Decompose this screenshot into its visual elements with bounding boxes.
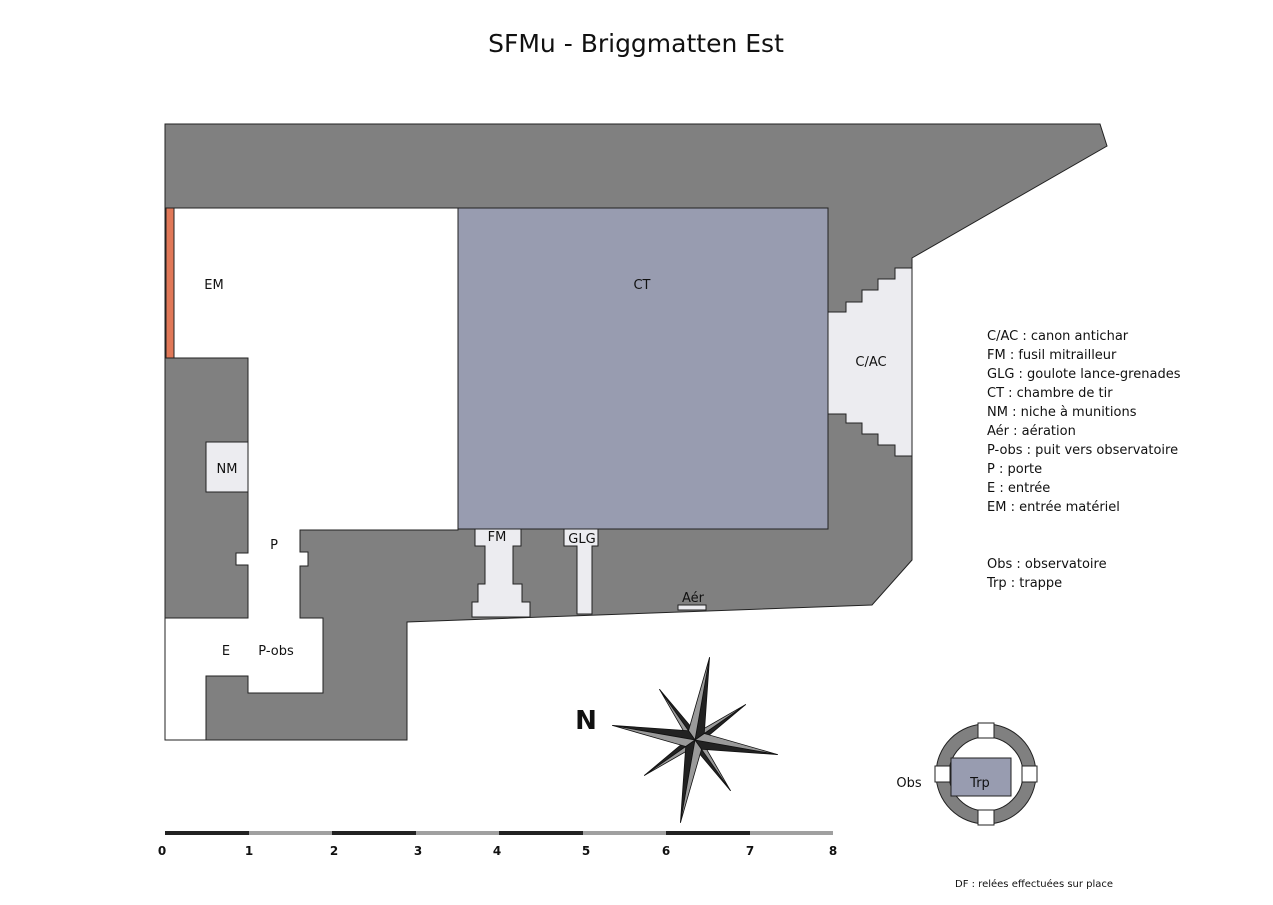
room-ct xyxy=(458,208,828,529)
label-ct: CT xyxy=(633,278,651,293)
legend-item: GLG : goulote lance-grenades xyxy=(987,367,1181,382)
scale-tick-label: 3 xyxy=(413,844,423,858)
scale-tick-label: 8 xyxy=(828,844,838,858)
legend-item: E : entrée xyxy=(987,481,1051,496)
label-p: P xyxy=(270,538,278,553)
scale-tick-label: 5 xyxy=(581,844,591,858)
label-nm: NM xyxy=(216,462,238,477)
legend-item: C/AC : canon antichar xyxy=(987,329,1129,344)
scale-tick-label: 7 xyxy=(745,844,755,858)
scale-tick-label: 2 xyxy=(329,844,339,858)
legend xyxy=(986,329,1181,591)
footnote: DF : relées effectuées sur place xyxy=(955,879,1114,890)
label-cac: C/AC xyxy=(855,355,887,370)
door-em xyxy=(166,208,174,358)
label-aer: Aér xyxy=(681,591,705,606)
scale-tick-label: 0 xyxy=(157,844,167,858)
observatory xyxy=(935,723,1037,825)
legend-item: Aér : aération xyxy=(987,424,1076,439)
label-pobs: P-obs xyxy=(258,644,294,659)
label-obs: Obs xyxy=(896,776,922,791)
legend-item: CT : chambre de tir xyxy=(987,386,1113,401)
label-e: E xyxy=(221,644,231,659)
scale-tick-label: 4 xyxy=(492,844,502,858)
scale-bar xyxy=(165,831,833,835)
compass-rose-icon xyxy=(598,643,793,838)
legend-item: Obs : observatoire xyxy=(987,557,1107,572)
legend-item: NM : niche à munitions xyxy=(987,405,1137,420)
label-fm: FM xyxy=(487,530,507,545)
label-em: EM xyxy=(204,278,224,293)
page-title: SFMu - Briggmatten Est xyxy=(488,29,784,58)
legend-item: EM : entrée matériel xyxy=(987,500,1120,515)
legend-item: P : porte xyxy=(987,462,1043,477)
legend-item: FM : fusil mitrailleur xyxy=(987,348,1117,363)
scale-tick-label: 1 xyxy=(244,844,254,858)
north-label: N xyxy=(575,706,597,736)
legend-item: Trp : trappe xyxy=(987,576,1063,591)
legend-item: P-obs : puit vers observatoire xyxy=(987,443,1179,458)
label-glg: GLG xyxy=(568,532,596,547)
label-trp: Trp xyxy=(970,776,990,791)
scale-tick-label: 6 xyxy=(661,844,671,858)
